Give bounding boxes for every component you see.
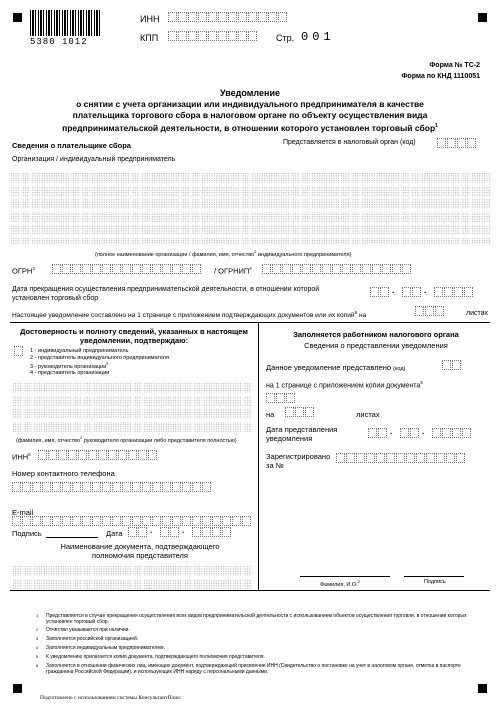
right-sheets-cells[interactable] — [285, 407, 315, 417]
input-cell[interactable] — [248, 31, 257, 41]
input-cell[interactable] — [402, 287, 411, 297]
input-cell[interactable] — [342, 264, 351, 274]
input-cell[interactable] — [218, 31, 227, 41]
input-cell[interactable] — [462, 428, 471, 438]
form-name: Форма № ТС-2 — [429, 62, 480, 69]
date-separator: . — [392, 286, 395, 295]
right-fio-label: Фамилия, И.О.$^2$ — [320, 579, 360, 588]
stop-date-day[interactable] — [370, 287, 390, 297]
input-cell[interactable] — [464, 287, 473, 297]
payer-section-title: Сведения о плательщике сбора — [12, 141, 131, 150]
barcode — [30, 10, 102, 36]
input-cell[interactable] — [172, 482, 181, 492]
input-cell[interactable] — [467, 138, 476, 148]
input-cell[interactable] — [98, 450, 107, 460]
right-sign-line[interactable] — [404, 576, 464, 577]
input-cell[interactable] — [32, 482, 41, 492]
sign-label: Подпись — [12, 529, 42, 538]
corner-marker — [13, 684, 22, 693]
input-cell[interactable] — [112, 264, 121, 274]
name-hint: (полное наименование организации / фамилия, имя, отчество$^2$ индивидуального предпринимателя) — [95, 249, 352, 258]
input-cell[interactable] — [368, 428, 377, 438]
email-cells[interactable] — [12, 516, 252, 526]
input-cell[interactable] — [82, 264, 91, 274]
input-cell[interactable] — [192, 527, 201, 537]
input-cell[interactable] — [332, 264, 341, 274]
input-cell[interactable] — [402, 264, 411, 274]
input-cell[interactable] — [62, 264, 71, 274]
input-cell[interactable] — [102, 482, 111, 492]
right-page-label: на 1 странице с приложением копии документа$^5$ — [266, 380, 423, 390]
input-cell[interactable] — [162, 264, 171, 274]
signer-inn-label: ИНН$^6$ — [12, 452, 31, 462]
corner-marker — [478, 13, 487, 22]
input-cell[interactable] — [312, 264, 321, 274]
input-cell[interactable] — [188, 12, 197, 22]
sign-date-day[interactable] — [128, 527, 148, 537]
stop-date-month[interactable] — [402, 287, 422, 297]
corner-marker — [13, 13, 22, 22]
input-cell[interactable] — [128, 527, 137, 537]
inn-cells[interactable] — [168, 12, 288, 22]
sign-date-year[interactable] — [192, 527, 232, 537]
input-cell[interactable] — [376, 453, 385, 463]
input-cell[interactable] — [444, 287, 453, 297]
input-cell[interactable] — [442, 428, 451, 438]
date-separator: . — [182, 526, 185, 535]
input-cell[interactable] — [238, 31, 247, 41]
input-cell[interactable] — [12, 516, 21, 526]
input-cell[interactable] — [435, 306, 444, 316]
input-cell[interactable] — [112, 516, 121, 526]
input-cell[interactable] — [12, 482, 21, 492]
input-cell[interactable] — [42, 516, 51, 526]
input-cell[interactable] — [346, 453, 355, 463]
input-cell[interactable] — [52, 264, 61, 274]
input-cell[interactable] — [172, 264, 181, 274]
input-cell[interactable] — [262, 264, 271, 274]
submitted-label: Данное уведомление представлено (код) — [266, 363, 406, 372]
input-cell[interactable] — [138, 450, 147, 460]
ogrnip-label: / ОГРНИП$^4$ — [214, 266, 252, 276]
input-cell[interactable] — [426, 453, 435, 463]
doc-name-grid-mask — [12, 563, 252, 589]
footnote: 3 Заполняется российской организацией. — [36, 636, 139, 642]
input-cell[interactable] — [295, 407, 304, 417]
input-cell[interactable] — [182, 516, 191, 526]
input-cell[interactable] — [292, 264, 301, 274]
input-cell[interactable] — [222, 516, 231, 526]
input-cell[interactable] — [437, 138, 446, 148]
input-cell[interactable] — [302, 264, 311, 274]
input-cell[interactable] — [228, 31, 237, 41]
input-cell[interactable] — [198, 31, 207, 41]
form-knd: Форма по КНД 1110051 — [401, 73, 480, 80]
input-cell[interactable] — [178, 31, 187, 41]
input-cell[interactable] — [434, 287, 443, 297]
submitted-code-cells[interactable] — [442, 360, 462, 370]
signer-fio-grid-mask — [12, 380, 252, 432]
input-cell[interactable] — [72, 482, 81, 492]
input-cell[interactable] — [102, 264, 111, 274]
fio-line[interactable] — [300, 576, 390, 577]
signer-type-cell[interactable] — [14, 346, 24, 356]
input-cell[interactable] — [336, 453, 345, 463]
input-cell[interactable] — [182, 264, 191, 274]
input-cell[interactable] — [370, 287, 379, 297]
input-cell[interactable] — [168, 12, 177, 22]
input-cell[interactable] — [72, 516, 81, 526]
footnote: 6 Заполняется в отношении физических лиц, имеющих документ, подтверждающий присвоение ИНН (Свидетельство о постановке на учет в налоговом органе, отметка в паспорте гражданина Российской Федерации), и использующих ИНН наряду с персональными данными. — [36, 663, 461, 675]
input-cell[interactable] — [208, 12, 217, 22]
input-cell[interactable] — [454, 287, 463, 297]
page-label: Стр. — [276, 33, 295, 43]
input-cell[interactable] — [352, 264, 361, 274]
footnotes-divider — [10, 590, 490, 591]
input-cell[interactable] — [356, 453, 365, 463]
input-cell[interactable] — [412, 287, 421, 297]
registration-cells[interactable] — [336, 453, 466, 463]
input-cell[interactable] — [162, 482, 171, 492]
left-title: Достоверность и полноту сведений, указанных в настоящем уведомлении, подтверждаю: — [20, 327, 248, 345]
input-cell[interactable] — [22, 516, 31, 526]
input-cell[interactable] — [118, 450, 127, 460]
input-cell[interactable] — [436, 453, 445, 463]
sign-date-month[interactable] — [160, 527, 180, 537]
signer-options: 1 - индивидуальный предприниматель 2 - представитель индивидуального предпринимателя 3 - руководитель организации$^5$ 4 - представитель организации — [30, 348, 169, 377]
section-divider — [10, 322, 490, 323]
input-cell[interactable] — [142, 264, 151, 274]
input-cell[interactable] — [212, 527, 221, 537]
input-cell[interactable] — [222, 527, 231, 537]
input-cell[interactable] — [416, 453, 425, 463]
input-cell[interactable] — [446, 453, 455, 463]
input-cell[interactable] — [202, 516, 211, 526]
input-cell[interactable] — [192, 264, 201, 274]
input-cell[interactable] — [152, 264, 161, 274]
input-cell[interactable] — [68, 450, 77, 460]
date-separator: . — [424, 286, 427, 295]
input-cell[interactable] — [192, 516, 201, 526]
date-separator: . — [390, 427, 393, 436]
input-cell[interactable] — [152, 482, 161, 492]
input-cell[interactable] — [42, 482, 51, 492]
input-cell[interactable] — [305, 407, 314, 417]
footnote: 4 Заполняется индивидуальным предпринимателем. — [36, 645, 165, 651]
bottom-note: Подготовлено с использованием системы КонсультантПлюс — [40, 695, 181, 701]
input-cell[interactable] — [170, 527, 179, 537]
input-cell[interactable] — [82, 516, 91, 526]
input-cell[interactable] — [202, 527, 211, 537]
input-cell[interactable] — [447, 138, 456, 148]
input-cell[interactable] — [152, 516, 161, 526]
input-cell[interactable] — [52, 516, 61, 526]
footnote: 1 Представляется в случае прекращения осуществления всех видов предпринимательской деятельности с использованием объектов осуществления торговли, в отношении которых установлен торговый сбор. — [36, 613, 467, 625]
input-cell[interactable] — [168, 31, 177, 41]
input-cell[interactable] — [160, 527, 169, 537]
right-sign-label: Подпись — [424, 579, 446, 585]
input-cell[interactable] — [138, 527, 147, 537]
input-cell[interactable] — [452, 428, 461, 438]
input-cell[interactable] — [38, 450, 47, 460]
ogrn-label: ОГРН$^3$ — [12, 266, 35, 276]
input-cell[interactable] — [102, 516, 111, 526]
corner-marker — [478, 684, 487, 693]
footnote: 2 Отчество указывается при наличии. — [36, 627, 130, 633]
sign-line[interactable] — [46, 537, 98, 538]
input-cell[interactable] — [198, 12, 207, 22]
input-cell[interactable] — [108, 450, 117, 460]
signer-inn-cells[interactable] — [38, 450, 158, 460]
submission-date-year[interactable] — [432, 428, 472, 438]
submission-date-label: Дата представления уведомления — [266, 425, 338, 443]
input-cell[interactable] — [276, 393, 285, 403]
page-title: Уведомление — [219, 88, 280, 98]
input-cell[interactable] — [92, 264, 101, 274]
input-cell[interactable] — [82, 482, 91, 492]
input-cell[interactable] — [62, 482, 71, 492]
page-subtitle: о снятии с учета организации или индивидуального предпринимателя в качестве плательщика торгового сбора в налоговом органе по объекту осуществления вида предпринимательской деятельности, в отношении которого установлен торговый сбор$^1$ — [62, 99, 438, 133]
input-cell[interactable] — [202, 482, 211, 492]
input-cell[interactable] — [242, 516, 251, 526]
tax-office-label: Представляется в налоговый орган (код) — [283, 139, 416, 146]
input-cell[interactable] — [78, 450, 87, 460]
pages-cells[interactable] — [415, 306, 445, 316]
footnote: 5 К уведомлению прилагается копия документа, подтверждающего полномочия представителя. — [36, 654, 265, 660]
input-cell[interactable] — [266, 393, 275, 403]
date-label: Дата — [106, 529, 123, 538]
input-cell[interactable] — [258, 12, 267, 22]
input-cell[interactable] — [22, 482, 31, 492]
input-cell[interactable] — [14, 346, 23, 356]
input-cell[interactable] — [442, 360, 451, 370]
doc-copy-cells[interactable] — [266, 393, 296, 403]
input-cell[interactable] — [212, 516, 221, 526]
input-cell[interactable] — [142, 516, 151, 526]
stop-date-label: Дата прекращения осуществления предпринимательской деятельности, в отношении которой установлен торговый сбор — [12, 286, 320, 302]
input-cell[interactable] — [188, 31, 197, 41]
fio-hint: (фамилия, имя, отчество$^2$ руководителя организации либо представителя полностью) — [16, 435, 237, 444]
kpp-label: КПП — [140, 33, 159, 43]
date-separator: . — [150, 526, 153, 535]
kpp-cells[interactable] — [168, 31, 258, 41]
input-cell[interactable] — [362, 264, 371, 274]
tax-office-cells[interactable] — [437, 138, 477, 148]
input-cell[interactable] — [386, 453, 395, 463]
barcode-number: 5380 1012 — [30, 37, 88, 47]
right-title: Заполняется работником налогового органа — [293, 330, 459, 339]
input-cell[interactable] — [380, 287, 389, 297]
input-cell[interactable] — [372, 264, 381, 274]
input-cell[interactable] — [52, 482, 61, 492]
right-sheets-label: листах — [356, 410, 380, 419]
input-cell[interactable] — [432, 428, 441, 438]
email-label: E-mail — [12, 508, 34, 517]
input-cell[interactable] — [88, 450, 97, 460]
input-cell[interactable] — [282, 264, 291, 274]
input-cell[interactable] — [378, 428, 387, 438]
input-cell[interactable] — [272, 264, 281, 274]
input-cell[interactable] — [92, 516, 101, 526]
input-cell[interactable] — [62, 516, 71, 526]
phone-cells[interactable] — [12, 482, 212, 492]
input-cell[interactable] — [192, 482, 201, 492]
input-cell[interactable] — [218, 12, 227, 22]
right-subtitle: Сведения о представлении уведомления — [304, 341, 448, 350]
input-cell[interactable] — [232, 516, 241, 526]
input-cell[interactable] — [122, 482, 131, 492]
input-cell[interactable] — [58, 450, 67, 460]
stop-date-year[interactable] — [434, 287, 474, 297]
sheets-label: листах — [466, 310, 489, 317]
input-cell[interactable] — [396, 453, 405, 463]
input-cell[interactable] — [178, 12, 187, 22]
input-cell[interactable] — [285, 407, 294, 417]
input-cell[interactable] — [286, 393, 295, 403]
input-cell[interactable] — [406, 453, 415, 463]
input-cell[interactable] — [142, 482, 151, 492]
input-cell[interactable] — [172, 516, 181, 526]
input-cell[interactable] — [238, 12, 247, 22]
submission-date-month[interactable] — [400, 428, 420, 438]
date-separator: . — [422, 427, 425, 436]
input-cell[interactable] — [456, 453, 465, 463]
pages-label: Настоящее уведомление составлено на 1 странице с приложением подтверждающих документов или их копий$^5$ на — [12, 310, 367, 320]
phone-label: Номер контактного телефона — [12, 469, 115, 478]
input-cell[interactable] — [32, 516, 41, 526]
input-cell[interactable] — [278, 12, 287, 22]
input-cell[interactable] — [182, 482, 191, 492]
input-cell[interactable] — [132, 482, 141, 492]
input-cell[interactable] — [228, 12, 237, 22]
input-cell[interactable] — [400, 428, 409, 438]
right-na-label: на — [266, 410, 275, 419]
input-cell[interactable] — [425, 306, 434, 316]
ogrnip-cells[interactable] — [262, 264, 412, 274]
input-cell[interactable] — [122, 264, 131, 274]
column-divider — [258, 322, 259, 590]
doc-label: Наименование документа, подтверждающего полномочия представителя — [60, 542, 220, 560]
inn-label: ИНН — [140, 14, 160, 24]
ogrn-cells[interactable] — [52, 264, 202, 274]
input-cell[interactable] — [122, 516, 131, 526]
input-cell[interactable] — [415, 306, 424, 316]
input-cell[interactable] — [382, 264, 391, 274]
footnotes — [36, 613, 486, 675]
submission-date-day[interactable] — [368, 428, 388, 438]
input-cell[interactable] — [92, 482, 101, 492]
input-cell[interactable] — [112, 482, 121, 492]
input-cell[interactable] — [162, 516, 171, 526]
input-cell[interactable] — [72, 264, 81, 274]
input-cell[interactable] — [208, 31, 217, 41]
input-cell[interactable] — [452, 360, 461, 370]
org-name-grid-mask — [10, 170, 490, 245]
input-cell[interactable] — [457, 138, 466, 148]
input-cell[interactable] — [410, 428, 419, 438]
input-cell[interactable] — [132, 264, 141, 274]
input-cell[interactable] — [322, 264, 331, 274]
registration-label: Зарегистрировано за № — [266, 452, 331, 470]
input-cell[interactable] — [268, 12, 277, 22]
input-cell[interactable] — [128, 450, 137, 460]
input-cell[interactable] — [366, 453, 375, 463]
input-cell[interactable] — [132, 516, 141, 526]
input-cell[interactable] — [48, 450, 57, 460]
org-label: Организация / индивидуальный предприниматель — [12, 156, 176, 163]
input-cell[interactable] — [392, 264, 401, 274]
page-number: 001 — [301, 30, 335, 44]
input-cell[interactable] — [148, 450, 157, 460]
input-cell[interactable] — [248, 12, 257, 22]
